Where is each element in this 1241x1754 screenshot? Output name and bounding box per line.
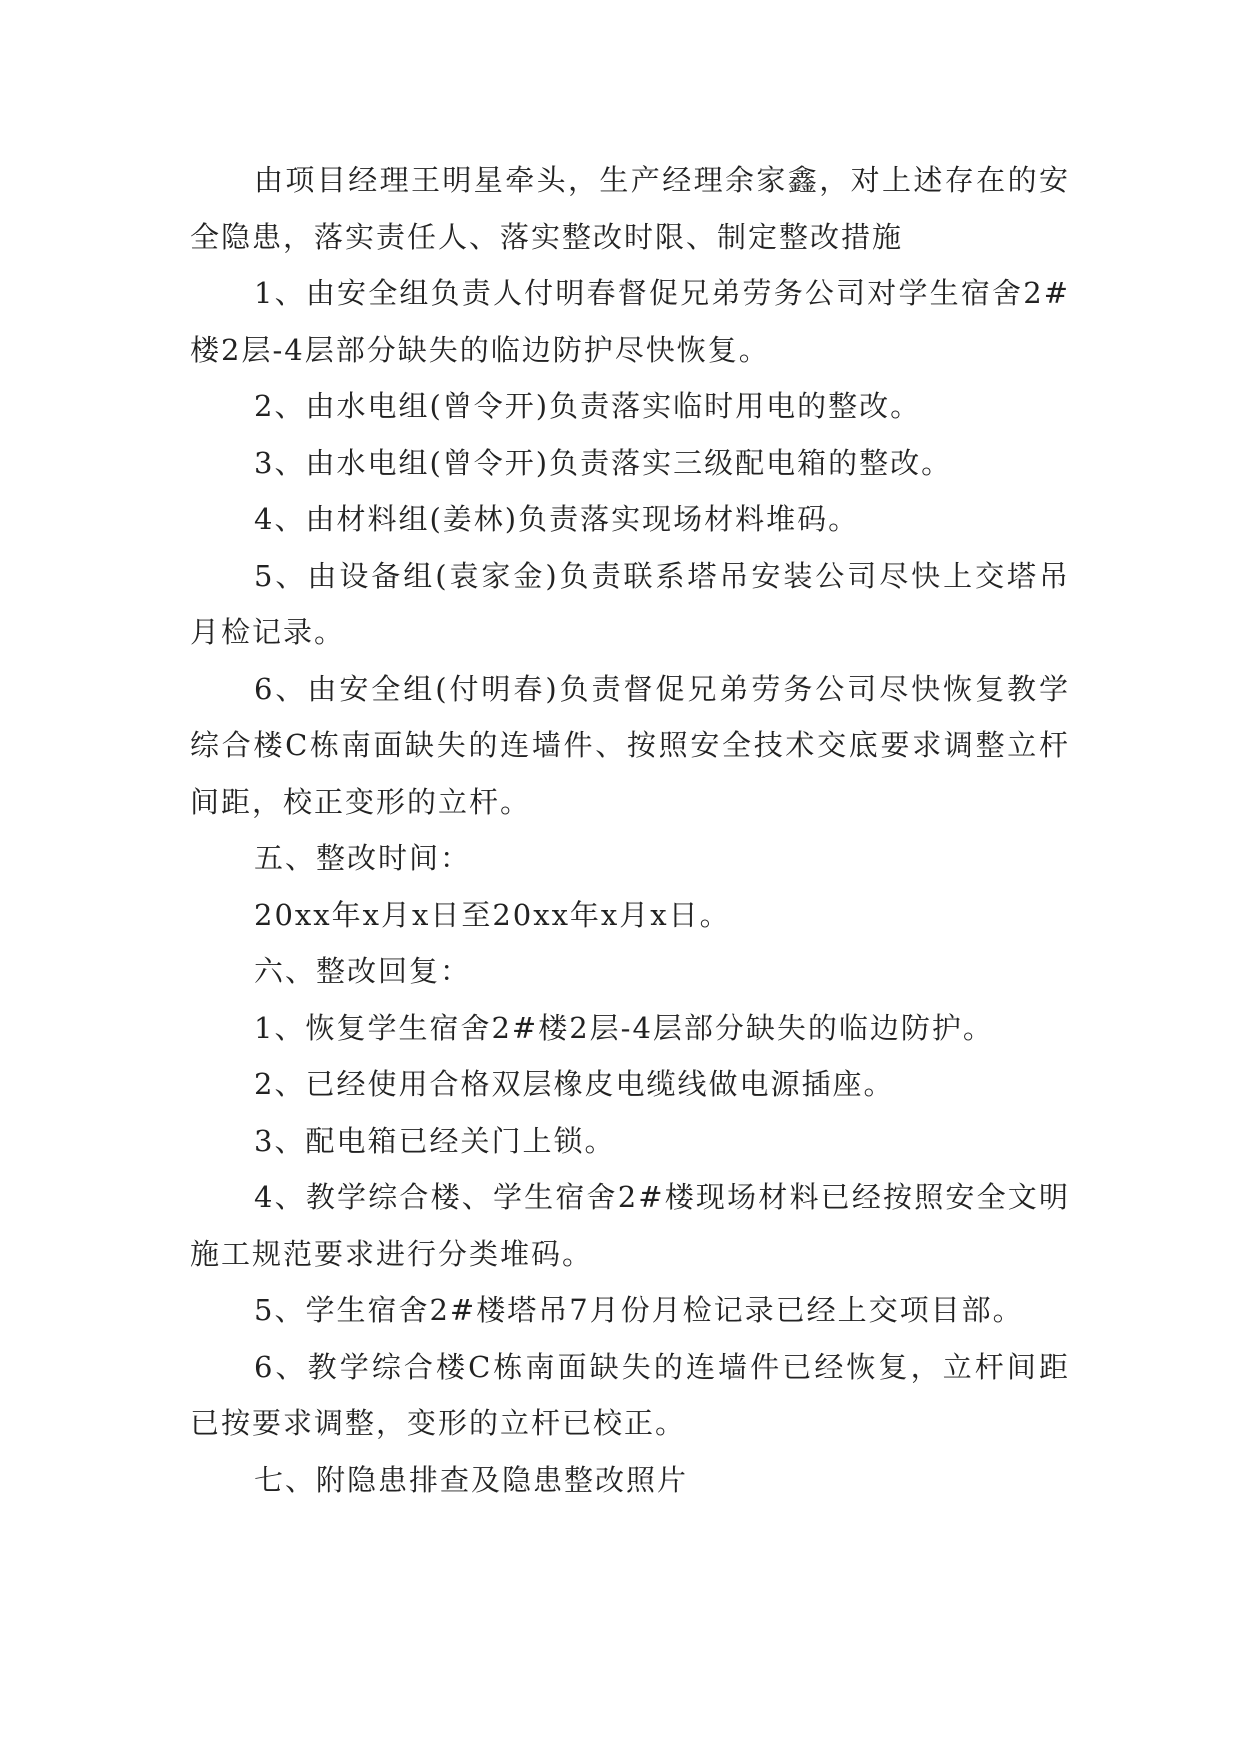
section-heading-attached-photos: 七、附隐患排查及隐患整改照片 (254, 1462, 689, 1497)
paragraph-rectification-period: 20xx年x月x日至20xx年x月x日。 (254, 897, 731, 932)
paragraph-reply-6: 6、教学综合楼C栋南面缺失的连墙件已经恢复，立杆间距已按要求调整，变形的立杆已校正。 (190, 1349, 1070, 1440)
paragraph-reply-3: 3、配电箱已经关门上锁。 (254, 1123, 616, 1158)
paragraph-measure-5: 5、由设备组(袁家金)负责联系塔吊安装公司尽快上交塔吊月检记录。 (190, 558, 1070, 649)
paragraph-measure-4: 4、由材料组(姜林)负责落实现场材料堆码。 (254, 502, 860, 536)
paragraph-measure-1: 1、由安全组负责人付明春督促兄弟劳务公司对学生宿舍2#楼2层-4层部分缺失的临边防护尽快恢复。 (190, 276, 1070, 367)
paragraph-measure-3: 3、由水电组(曾令开)负责落实三级配电箱的整改。 (254, 445, 953, 480)
paragraph-reply-2: 2、已经使用合格双层橡皮电缆线做电源插座。 (254, 1067, 895, 1101)
section-heading-rectification-reply: 六、整改回复： (254, 954, 472, 988)
paragraph-measure-6: 6、由安全组(付明春)负责督促兄弟劳务公司尽快恢复教学综合楼C栋南面缺失的连墙件、按照安全技术交底要求调整立杆间距，校正变形的立杆。 (190, 671, 1070, 819)
paragraph-measure-2: 2、由水电组(曾令开)负责落实临时用电的整改。 (254, 389, 922, 423)
paragraph-intro: 由项目经理王明星牵头，生产经理余家鑫，对上述存在的安全隐患，落实责任人、落实整改时限、制定整改措施 (190, 163, 1070, 254)
paragraph-reply-4: 4、教学综合楼、学生宿舍2#楼现场材料已经按照安全文明施工规范要求进行分类堆码。 (190, 1180, 1070, 1271)
document-body (190, 152, 1070, 1508)
paragraph-reply-5: 5、学生宿舍2#楼塔吊7月份月检记录已经上交项目部。 (254, 1293, 1024, 1327)
paragraph-reply-1: 1、恢复学生宿舍2#楼2层-4层部分缺失的临边防护。 (254, 1010, 994, 1045)
section-heading-rectification-time: 五、整改时间： (254, 841, 472, 875)
